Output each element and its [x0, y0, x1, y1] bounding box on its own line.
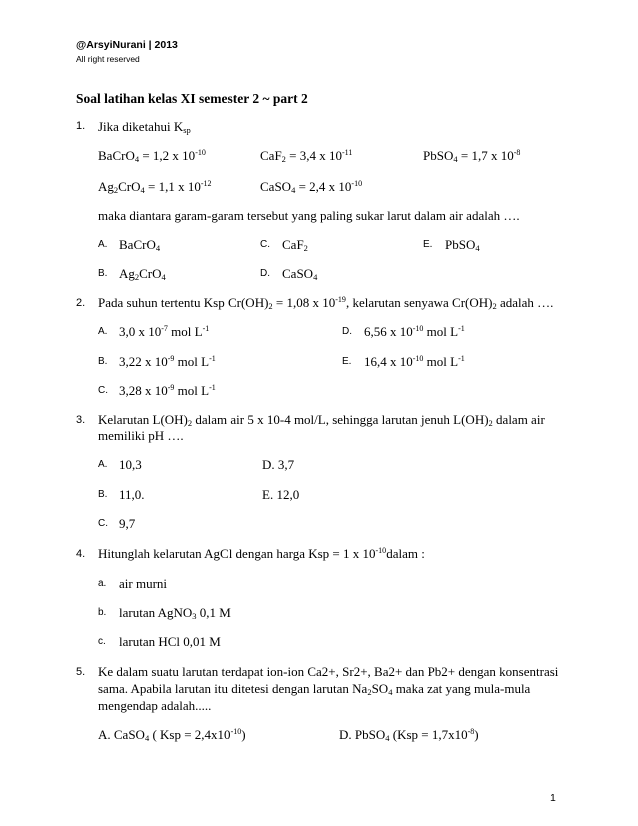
- q1-option-d-label: D.: [260, 268, 270, 279]
- q1-option-d: CaSO$_4$: [282, 266, 318, 282]
- q3-option-a-label: A.: [98, 459, 108, 470]
- q5-stem-line2: sama. Apabila larutan itu ditetesi dengan larutan $Na_2SO_4$ maka zat yang mula-mula: [98, 681, 531, 697]
- q1-option-e: PbSO$_4$: [445, 237, 480, 253]
- document-title: Soal latihan kelas XI semester 2 ~ part 2: [76, 91, 308, 106]
- q2-option-b: 3,22 x $10^{-9}$ mol $L^{-1}$: [119, 354, 216, 369]
- q2-option-d: 6,56 x $10^{-10}$ mol $L^{-1}$: [364, 324, 465, 339]
- q1-data-caf2: CaF$_2$ = 3,4 x $10^{-11}$: [260, 148, 353, 164]
- q2-number: 2.: [76, 297, 86, 309]
- q1-option-c: CaF$_2$: [282, 237, 308, 253]
- q4-option-a: air murni: [119, 576, 168, 591]
- q1-data-ag2cro4: $Ag_2CrO_4 = 1,1$ x $10^{-12}$: [98, 179, 212, 195]
- q1-option-c-label: C.: [260, 239, 270, 250]
- q1-option-e-label: E.: [423, 239, 433, 250]
- q5-option-d: D. PbSO$_4$ $(Ksp = 1,7x10^{-8})$: [339, 727, 479, 743]
- q4-option-a-label: a.: [98, 578, 107, 589]
- q4-option-c-label: c.: [98, 636, 106, 647]
- q2-stem: Pada suhun tertentu Ksp $Cr(OH)_2 = 1,08$ x $10^{-19}$, kelarutan senyawa $Cr(OH)_2$ adalah ….: [98, 295, 554, 311]
- q2-option-e-label: E.: [342, 356, 352, 367]
- q4-option-b: larutan AgNO$_3$ 0,1 M: [119, 605, 231, 621]
- q4-option-b-label: b.: [98, 607, 107, 618]
- q4-number: 4.: [76, 548, 86, 560]
- q1-question: maka diantara garam-garam tersebut yang paling sukar larut dalam air adalah ….: [98, 208, 520, 223]
- q1-stem: Jika diketahui $K_{sp}$: [98, 119, 191, 135]
- q2-option-a: 3,0 x $10^{-7}$ mol $L^{-1}$: [119, 324, 210, 339]
- q5-stem-line3: mengendap adalah.....: [98, 698, 212, 713]
- q1-option-a: BaCrO$_4$: [119, 237, 161, 253]
- header-rights: All right reserved: [76, 54, 140, 64]
- q1-number: 1.: [76, 120, 86, 132]
- q3-option-e: E. 12,0: [262, 487, 300, 502]
- q1-data-bacro4: BaCrO$_4$ = 1,2 x $10^{-10}$: [98, 148, 206, 164]
- q1-data-caso4: CaSO$_4$ = 2,4 x $10^{-10}$: [260, 179, 363, 195]
- q3-option-b-label: B.: [98, 489, 108, 500]
- q5-option-a: A. CaSO$_4$ ( Ksp = $2,4x10^{-10}$): [98, 727, 246, 743]
- q1-option-a-label: A.: [98, 239, 108, 250]
- header-author: @ArsyiNurani | 2013: [76, 39, 178, 51]
- q5-number: 5.: [76, 666, 86, 678]
- q1-data-pbso4: PbSO$_4$ = 1,7 x $10^{-8}$: [423, 148, 521, 164]
- q1-option-b: $Ag_2CrO_4$: [119, 266, 166, 282]
- q2-option-c: 3,28 x $10^{-9}$ mol $L^{-1}$: [119, 383, 216, 398]
- q3-option-a: 10,3: [119, 457, 142, 472]
- q2-option-b-label: B.: [98, 356, 108, 367]
- q2-option-c-label: C.: [98, 385, 108, 396]
- q3-option-c-label: C.: [98, 518, 108, 529]
- q3-number: 3.: [76, 414, 86, 426]
- q4-stem: Hitunglah kelarutan AgCl dengan harga Ksp = 1 x $10^{-10}dalam$ :: [98, 546, 425, 561]
- q3-stem-line2: memiliki pH ….: [98, 428, 184, 443]
- q2-option-d-label: D.: [342, 326, 352, 337]
- q3-option-d: D. 3,7: [262, 457, 295, 472]
- q3-option-c: 9,7: [119, 516, 136, 531]
- q4-option-c: larutan HCl 0,01 M: [119, 634, 221, 649]
- q5-stem-line1: Ke dalam suatu larutan terdapat ion-ion Ca2+, Sr2+, Ba2+ dan Pb2+ dengan konsentrasi: [98, 664, 559, 679]
- page-number: 1: [550, 792, 556, 804]
- q2-option-e: 16,4 x $10^{-10}$ mol $L^{-1}$: [364, 354, 465, 369]
- q2-option-a-label: A.: [98, 326, 108, 337]
- q1-option-b-label: B.: [98, 268, 108, 279]
- q3-stem-line1: Kelarutan $L(OH)_2$ dalam air 5 x 10-4 mol/L, sehingga larutan jenuh $L(OH)_2$ dalam air: [98, 412, 545, 428]
- q3-option-b: 11,0.: [119, 487, 145, 502]
